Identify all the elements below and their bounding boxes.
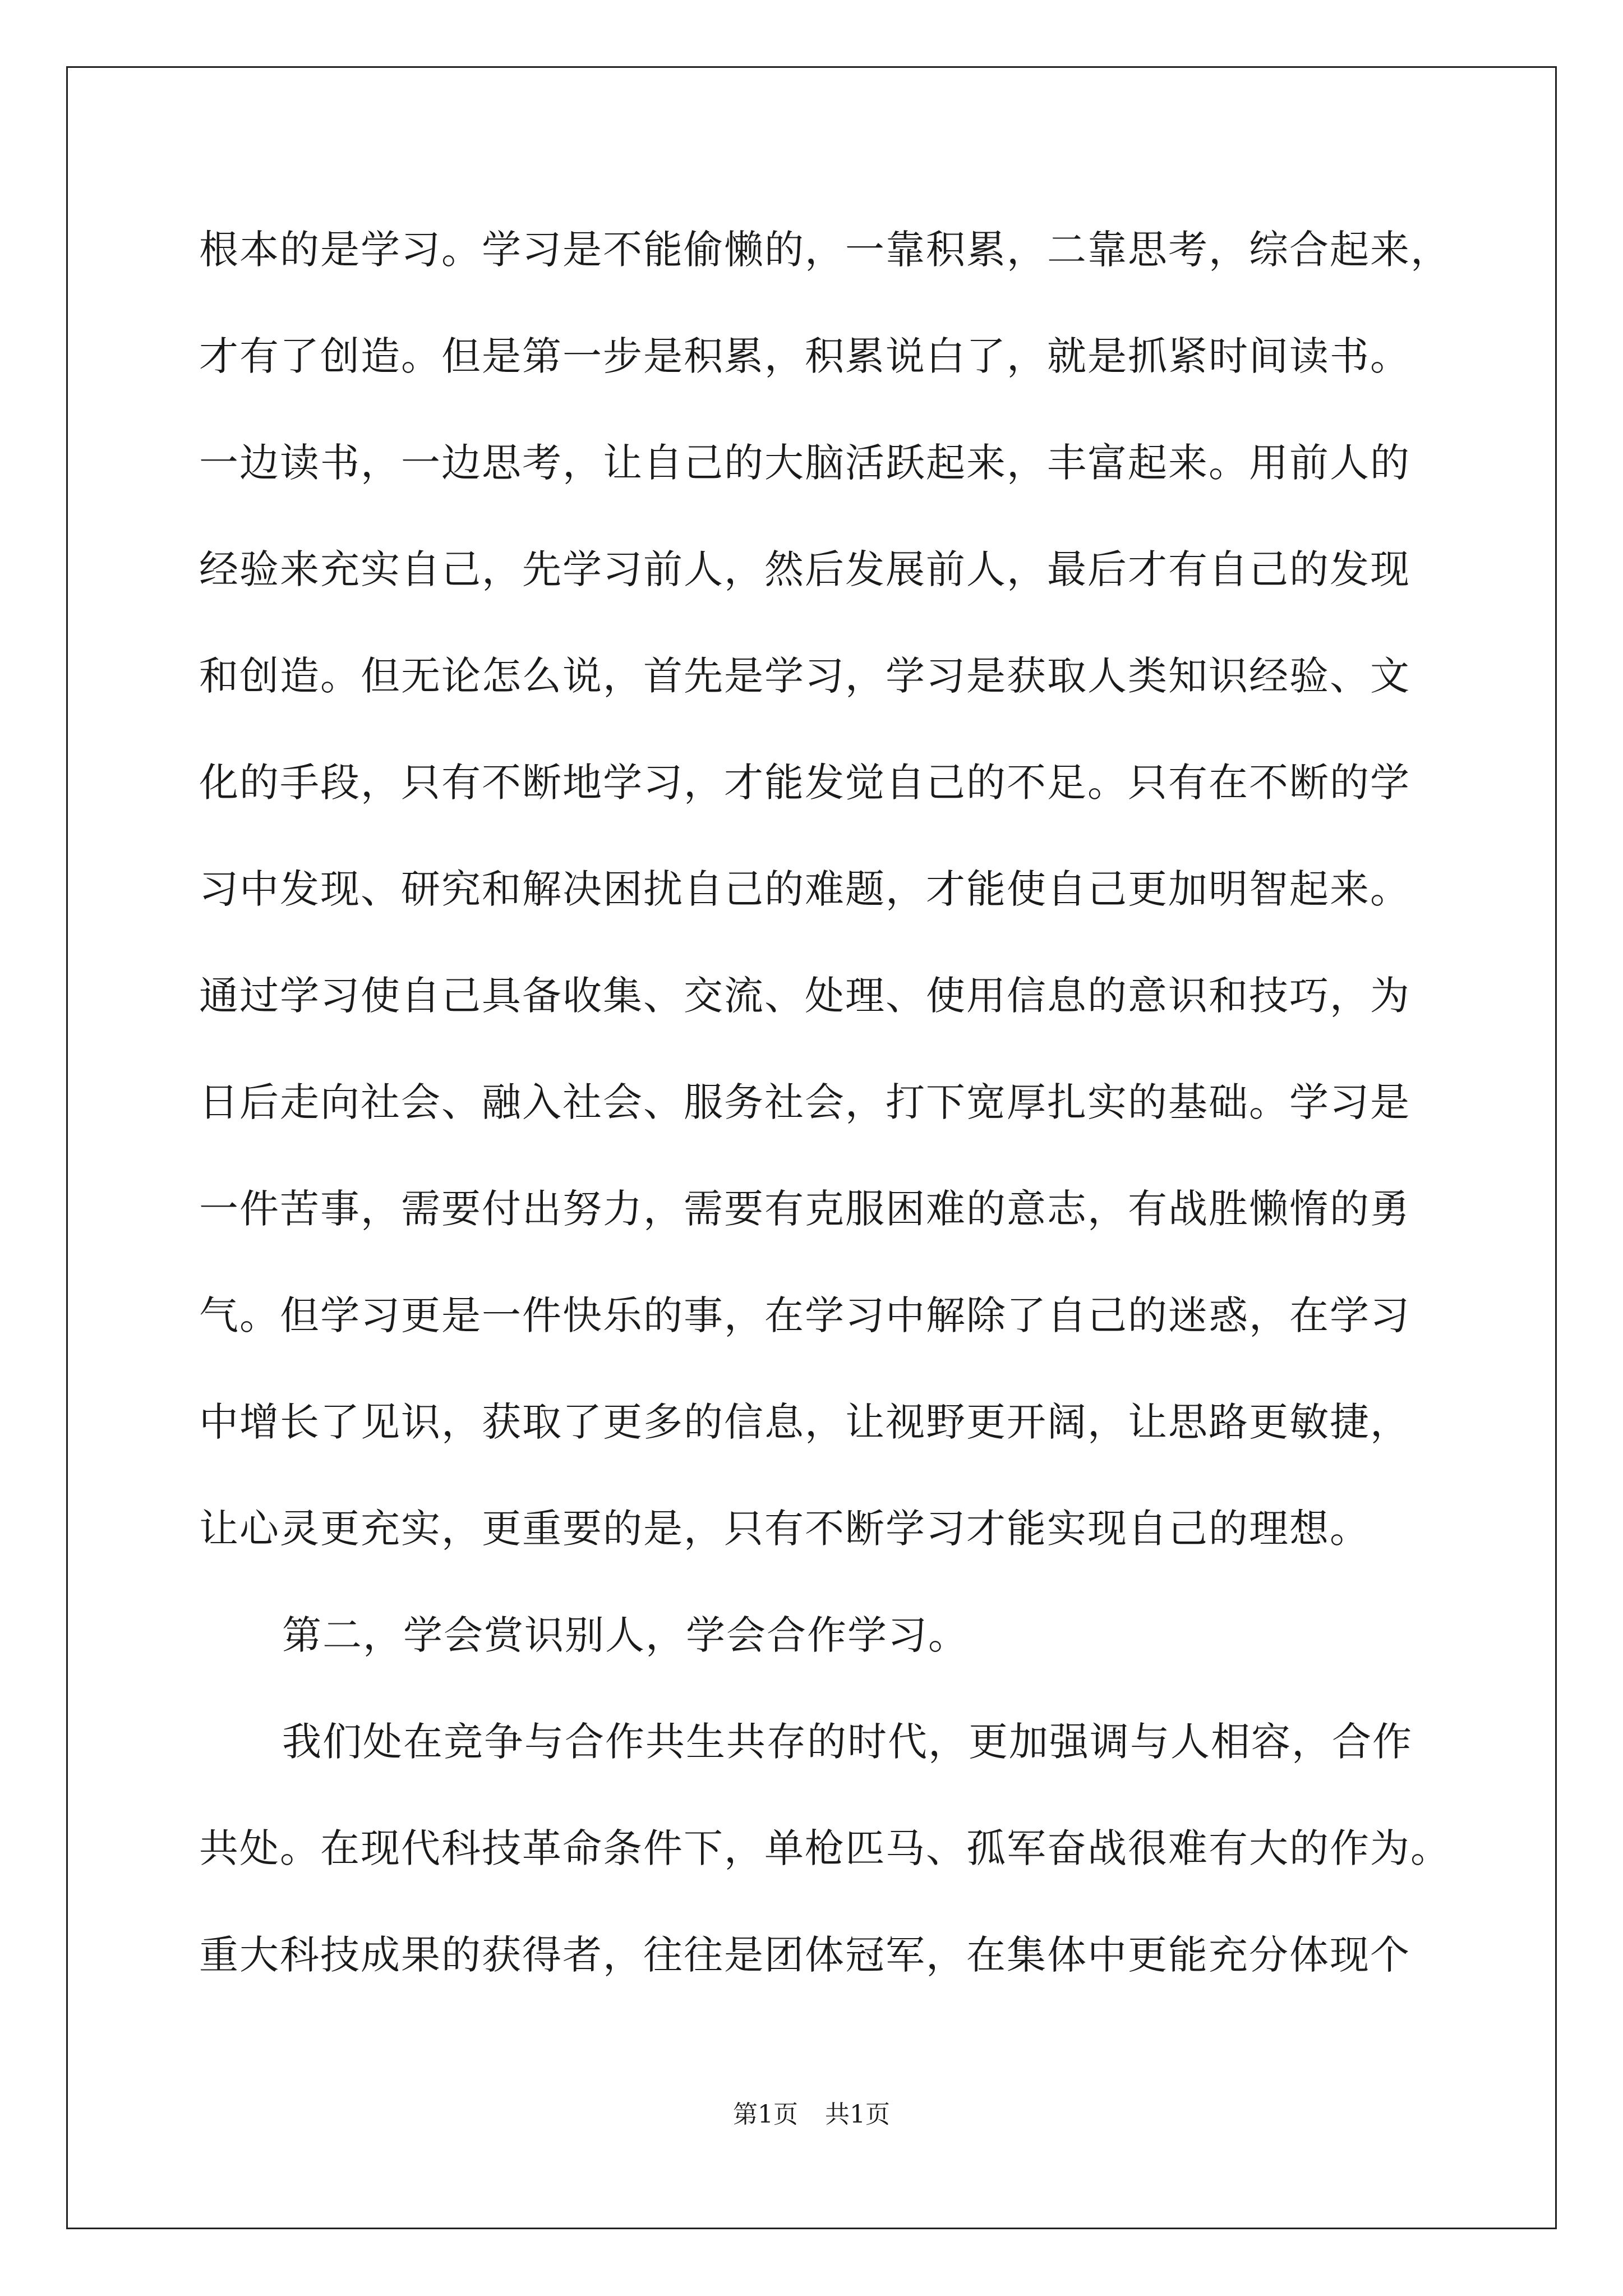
page-number: 第1页 [733,2100,798,2129]
text-line: 让心灵更充实，更重要的是，只有不断学习才能实现自己的理想。 [199,1506,1370,1552]
text-line: 经验来充实自己，先学习前人，然后发展前人，最后才有自己的发现 [199,546,1410,592]
text-line: 共处。在现代科技革命条件下，单枪匹马、孤军奋战很难有大的作为。 [199,1825,1451,1871]
text-line: 气。但学习更是一件快乐的事，在学习中解除了自己的迷惑，在学习 [199,1292,1410,1338]
text-line: 一边读书，一边思考，让自己的大脑活跃起来，丰富起来。用前人的 [199,440,1410,486]
text-line: 重大科技成果的获得者，往往是团体冠军，在集体中更能充分体现个 [199,1932,1410,1978]
text-line: 日后走向社会、融入社会、服务社会，打下宽厚扎实的基础。学习是 [199,1079,1410,1125]
text-line: 才有了创造。但是第一步是积累，积累说白了，就是抓紧时间读书。 [199,333,1410,379]
page-footer [0,2098,1623,2132]
text-line: 一件苦事，需要付出努力，需要有克服困难的意志，有战胜懒惰的勇 [199,1186,1410,1232]
section-heading: 第二，学会赏识别人，学会合作学习。 [282,1612,969,1658]
text-line: 化的手段，只有不断地学习，才能发觉自己的不足。只有在不断的学 [199,760,1410,806]
page-total: 共1页 [825,2100,890,2129]
text-line: 中增长了见识，获取了更多的信息，让视野更开阔，让思路更敏捷， [199,1399,1410,1445]
text-line: 习中发现、研究和解决困扰自己的难题，才能使自己更加明智起来。 [199,866,1410,912]
text-line: 和创造。但无论怎么说，首先是学习，学习是获取人类知识经验、文 [199,653,1410,699]
document-body [199,196,1467,2008]
text-line: 根本的是学习。学习是不能偷懒的，一靠积累，二靠思考，综合起来， [199,227,1451,273]
text-line: 我们处在竞争与合作共生共存的时代，更加强调与人相容，合作 [282,1719,1413,1765]
text-line: 通过学习使自己具备收集、交流、处理、使用信息的意识和技巧，为 [199,973,1410,1019]
